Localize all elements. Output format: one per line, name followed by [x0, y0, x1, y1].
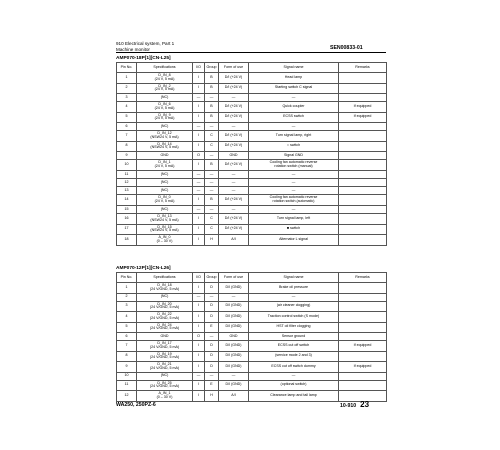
pin-no-cell: 3 — [117, 301, 137, 312]
header-subtitle: Machine monitor — [116, 46, 150, 52]
io-cell: — — [193, 179, 205, 187]
group-cell: — — [205, 171, 219, 179]
io-cell: — — [193, 293, 205, 301]
io-cell: — — [193, 94, 205, 102]
remarks-cell — [339, 187, 387, 195]
pin-no-cell: 16 — [117, 214, 137, 225]
pin-no-cell: 1 — [117, 73, 137, 84]
signal-name-cell: — — [249, 94, 339, 102]
spec-cell: D_IN_24 (24 V/GND, 5 mA) — [137, 322, 193, 333]
column-header-signal-name: Signal name — [249, 273, 339, 283]
spec-cell: D_IN_1 (24 V, 5 mA) — [137, 160, 193, 171]
group-cell: B — [205, 112, 219, 123]
remarks-cell — [339, 73, 387, 84]
table-row — [117, 235, 387, 246]
table-row — [117, 123, 387, 131]
table-row — [117, 293, 387, 301]
group-cell: C — [205, 224, 219, 235]
spec-cell: D_IN_19 (24 V/GND, 5 mA) — [137, 351, 193, 362]
group-cell: — — [205, 372, 219, 380]
spec-cell: GND — [137, 333, 193, 341]
signal-name-cell: Turn signal lamp, left — [249, 214, 339, 225]
signal-name-cell: (optional switch) — [249, 380, 339, 391]
table-row — [117, 283, 387, 294]
signal-name-cell: ECSS cut off switch — [249, 341, 339, 352]
column-header-signal-name: Signal name — [249, 63, 339, 73]
io-cell: I — [193, 112, 205, 123]
io-cell: O — [193, 152, 205, 160]
column-header-spec: Specifications — [137, 63, 193, 73]
remarks-cell — [339, 293, 387, 301]
spec-cell: (NC) — [137, 123, 193, 131]
spec-cell: D_IN_8 (24 V, 5 mA) — [137, 73, 193, 84]
remarks-cell — [339, 312, 387, 323]
form-cell: GND — [219, 333, 249, 341]
remarks-cell: If equipped — [339, 341, 387, 352]
group-cell: D — [205, 341, 219, 352]
spec-cell: (NC) — [137, 372, 193, 380]
spec-cell: A_IN_0 (0 – 30 V) — [137, 235, 193, 246]
io-cell: — — [193, 123, 205, 131]
remarks-cell — [339, 351, 387, 362]
table-row — [117, 187, 387, 195]
form-cell: — — [219, 123, 249, 131]
form-cell: — — [219, 206, 249, 214]
connector-title: AMP070-18P[1][CN-L25] — [116, 56, 171, 61]
signal-name-cell: Cooling fan automatic reverse rotation switch (automatic) — [249, 195, 339, 206]
spec-cell: (NC) — [137, 187, 193, 195]
form-cell: — — [219, 187, 249, 195]
spec-cell: (NC) — [137, 171, 193, 179]
form-cell: D/I (GND) — [219, 283, 249, 294]
document-id: SEN00833-01 — [330, 45, 363, 51]
pin-no-cell: 18 — [117, 235, 137, 246]
group-cell: — — [205, 94, 219, 102]
spec-cell: GND — [137, 152, 193, 160]
io-cell: I — [193, 141, 205, 152]
group-cell: C — [205, 214, 219, 225]
spec-cell: (NC) — [137, 94, 193, 102]
signal-name-cell: ECSS cut off switch dummy — [249, 362, 339, 373]
signal-name-cell: Traction control switch (S mode) — [249, 312, 339, 323]
io-cell: I — [193, 312, 205, 323]
io-cell: — — [193, 372, 205, 380]
signal-name-cell: Signal GND — [249, 152, 339, 160]
pin-no-cell: 9 — [117, 362, 137, 373]
column-header-form: Form of use — [219, 63, 249, 73]
column-header-form: Form of use — [219, 273, 249, 283]
remarks-cell — [339, 141, 387, 152]
form-cell: A/I — [219, 235, 249, 246]
io-cell: I — [193, 83, 205, 94]
signal-name-cell: Turn signal lamp, right — [249, 131, 339, 142]
pin-table — [116, 272, 387, 402]
spec-cell: D_IN_15 (NSW24 V, 5 mA) — [137, 224, 193, 235]
table-row — [117, 73, 387, 84]
form-cell: D/I (GND) — [219, 322, 249, 333]
pin-no-cell: 5 — [117, 322, 137, 333]
table-row — [117, 179, 387, 187]
form-cell: D/I (GND) — [219, 301, 249, 312]
pin-no-cell: 11 — [117, 171, 137, 179]
column-header-pin-no: Pin No. — [117, 63, 137, 73]
pin-no-cell: 4 — [117, 102, 137, 113]
group-cell: — — [205, 206, 219, 214]
form-cell: D/I (+24 V) — [219, 102, 249, 113]
form-cell: — — [219, 372, 249, 380]
column-header-remarks: Remarks — [339, 273, 387, 283]
table-row — [117, 141, 387, 152]
group-cell: — — [205, 152, 219, 160]
signal-name-cell: ○ switch — [249, 141, 339, 152]
page-number: 23 — [360, 400, 370, 409]
io-cell: I — [193, 380, 205, 391]
spec-cell: (NC) — [137, 206, 193, 214]
group-cell: D — [205, 301, 219, 312]
signal-name-cell: — — [249, 372, 339, 380]
spec-cell: D_IN_13 (NSW24 V, 5 mA) — [137, 214, 193, 225]
table-row — [117, 372, 387, 380]
pin-no-cell: 1 — [117, 283, 137, 294]
table-row — [117, 94, 387, 102]
group-cell: B — [205, 83, 219, 94]
header-section-title: 910 Electrical system, Part 1 — [116, 41, 175, 46]
table-row — [117, 160, 387, 171]
io-cell: I — [193, 73, 205, 84]
table-row — [117, 171, 387, 179]
table-row — [117, 380, 387, 391]
remarks-cell — [339, 224, 387, 235]
group-cell: — — [205, 333, 219, 341]
table-header-row — [117, 273, 387, 283]
pin-no-cell: 4 — [117, 312, 137, 323]
io-cell: — — [193, 187, 205, 195]
pin-no-cell: 13 — [117, 187, 137, 195]
io-cell: — — [193, 206, 205, 214]
table-row — [117, 102, 387, 113]
form-cell: D/I (GND) — [219, 312, 249, 323]
pin-no-cell: 12 — [117, 391, 137, 402]
table-row — [117, 112, 387, 123]
remarks-cell — [339, 372, 387, 380]
form-cell: D/I (GND) — [219, 341, 249, 352]
group-cell: C — [205, 141, 219, 152]
io-cell: I — [193, 322, 205, 333]
connector-title: AMP070-12P[1][CN-L26] — [116, 266, 171, 271]
io-cell: I — [193, 160, 205, 171]
form-cell: D/I (+24 V) — [219, 141, 249, 152]
group-cell: D — [205, 351, 219, 362]
form-cell: D/I (+24 V) — [219, 112, 249, 123]
group-cell: B — [205, 73, 219, 84]
io-cell: I — [193, 214, 205, 225]
pin-table — [116, 62, 387, 246]
remarks-cell — [339, 94, 387, 102]
signal-name-cell: Sensor ground — [249, 333, 339, 341]
form-cell: D/I (+24 V) — [219, 214, 249, 225]
form-cell: — — [219, 179, 249, 187]
spec-cell: D_IN_22 (24 V/GND, 5 mA) — [137, 312, 193, 323]
spec-cell: (NC) — [137, 293, 193, 301]
signal-name-cell: Brake oil pressure — [249, 283, 339, 294]
signal-name-cell: — — [249, 179, 339, 187]
form-cell: GND — [219, 152, 249, 160]
signal-name-cell: Clearance lamp and tail lamp — [249, 391, 339, 402]
table-header-row — [117, 63, 387, 73]
signal-name-cell: — — [249, 123, 339, 131]
io-cell: I — [193, 351, 205, 362]
io-cell: I — [193, 362, 205, 373]
signal-name-cell: Quick coupler — [249, 102, 339, 113]
form-cell: D/I (+24 V) — [219, 224, 249, 235]
table-row — [117, 214, 387, 225]
pin-no-cell: 17 — [117, 224, 137, 235]
spec-cell: D_IN_18 (24 V/GND, 5 mA) — [137, 283, 193, 294]
group-cell: — — [205, 187, 219, 195]
remarks-cell — [339, 235, 387, 246]
io-cell: I — [193, 301, 205, 312]
io-cell: I — [193, 391, 205, 402]
table-row — [117, 152, 387, 160]
pin-no-cell: 11 — [117, 380, 137, 391]
pin-no-cell: 2 — [117, 293, 137, 301]
pin-no-cell: 3 — [117, 94, 137, 102]
table-row — [117, 312, 387, 323]
io-cell: I — [193, 224, 205, 235]
group-cell: H — [205, 235, 219, 246]
form-cell: D/I (GND) — [219, 362, 249, 373]
remarks-cell — [339, 214, 387, 225]
form-cell: D/I (+24 V) — [219, 73, 249, 84]
table-row — [117, 224, 387, 235]
form-cell: D/I (+24 V) — [219, 131, 249, 142]
table-row — [117, 341, 387, 352]
column-header-group: Group — [205, 273, 219, 283]
signal-name-cell: Head lamp — [249, 73, 339, 84]
table-row — [117, 131, 387, 142]
form-cell: D/I (+24 V) — [219, 160, 249, 171]
pin-no-cell: 9 — [117, 152, 137, 160]
table-row — [117, 351, 387, 362]
table-row — [117, 301, 387, 312]
form-cell: — — [219, 293, 249, 301]
pin-no-cell: 8 — [117, 141, 137, 152]
group-cell: D — [205, 362, 219, 373]
signal-name-cell: Alternator L signal — [249, 235, 339, 246]
remarks-cell — [339, 322, 387, 333]
pin-no-cell: 5 — [117, 112, 137, 123]
model-name: WA250, 250PZ-6 — [116, 402, 156, 408]
io-cell: I — [193, 341, 205, 352]
table-row — [117, 206, 387, 214]
header-divider — [116, 52, 386, 53]
spec-cell: D_IN_9 (24 V, 5 mA) — [137, 112, 193, 123]
pin-no-cell: 8 — [117, 351, 137, 362]
column-header-pin-no: Pin No. — [117, 273, 137, 283]
form-cell: — — [219, 94, 249, 102]
signal-name-cell: — — [249, 187, 339, 195]
signal-name-cell: Cooling fan automatic reverse rotation switch (manual) — [249, 160, 339, 171]
group-cell: — — [205, 123, 219, 131]
signal-name-cell: HST oil filter clogging — [249, 322, 339, 333]
group-cell: B — [205, 102, 219, 113]
table-row — [117, 333, 387, 341]
column-header-io: I/O — [193, 273, 205, 283]
io-cell: I — [193, 195, 205, 206]
pin-no-cell: 10 — [117, 160, 137, 171]
remarks-cell: If equipped — [339, 112, 387, 123]
column-header-spec: Specifications — [137, 273, 193, 283]
table-row — [117, 322, 387, 333]
remarks-cell — [339, 179, 387, 187]
signal-name-cell: — — [249, 293, 339, 301]
table-row — [117, 362, 387, 373]
document-header — [116, 41, 174, 52]
signal-name-cell: (service mode 2 and 3) — [249, 351, 339, 362]
remarks-cell — [339, 160, 387, 171]
pin-no-cell: 2 — [117, 83, 137, 94]
io-cell: I — [193, 131, 205, 142]
remarks-cell: If equipped — [339, 102, 387, 113]
group-cell: — — [205, 293, 219, 301]
signal-name-cell: — — [249, 171, 339, 179]
signal-name-cell: — — [249, 206, 339, 214]
io-cell: — — [193, 171, 205, 179]
signal-name-cell: ECSS switch — [249, 112, 339, 123]
io-cell: I — [193, 283, 205, 294]
remarks-cell — [339, 333, 387, 341]
io-cell: I — [193, 235, 205, 246]
group-cell: B — [205, 160, 219, 171]
spec-cell: D_IN_6 (24 V, 5 mA) — [137, 102, 193, 113]
spec-cell: D_IN_0 (24 V, 5 mA) — [137, 195, 193, 206]
table-row — [117, 83, 387, 94]
spec-cell: D_IN_12 (NSW24 V, 5 mA) — [137, 131, 193, 142]
remarks-cell — [339, 195, 387, 206]
remarks-cell — [339, 301, 387, 312]
column-header-group: Group — [205, 63, 219, 73]
spec-cell: D_IN_25 (24 V/GND, 5 mA) — [137, 380, 193, 391]
page-footer — [340, 400, 369, 409]
spec-cell: D_IN_2 (24 V, 5 mA) — [137, 83, 193, 94]
spec-cell: D_IN_14 (NSW24 V, 5 mA) — [137, 141, 193, 152]
remarks-cell: If equipped — [339, 362, 387, 373]
signal-name-cell: ■ switch — [249, 224, 339, 235]
spec-cell: D_IN_17 (24 V/GND, 5 mA) — [137, 341, 193, 352]
form-cell: — — [219, 171, 249, 179]
form-cell: D/I (+24 V) — [219, 195, 249, 206]
spec-cell: D_IN_21 (24 V/GND, 5 mA) — [137, 362, 193, 373]
pin-no-cell: 10 — [117, 372, 137, 380]
signal-name-cell: Starting switch C signal — [249, 83, 339, 94]
group-cell: B — [205, 195, 219, 206]
form-cell: D/I (GND) — [219, 380, 249, 391]
form-cell: A/I — [219, 391, 249, 402]
remarks-cell — [339, 380, 387, 391]
group-cell: C — [205, 131, 219, 142]
io-cell: O — [193, 333, 205, 341]
spec-cell: D_IN_20 (24 V/GND, 5 mA) — [137, 301, 193, 312]
pin-no-cell: 7 — [117, 131, 137, 142]
pin-no-cell: 12 — [117, 179, 137, 187]
form-cell: D/I (+24 V) — [219, 83, 249, 94]
pin-no-cell: 6 — [117, 123, 137, 131]
remarks-cell — [339, 131, 387, 142]
group-cell: D — [205, 312, 219, 323]
pin-no-cell: 6 — [117, 333, 137, 341]
signal-name-cell: (air cleaner clogging) — [249, 301, 339, 312]
io-cell: I — [193, 102, 205, 113]
section-number: 10-910 — [340, 403, 357, 409]
group-cell: — — [205, 179, 219, 187]
table-row — [117, 195, 387, 206]
column-header-remarks: Remarks — [339, 63, 387, 73]
group-cell: E — [205, 322, 219, 333]
spec-cell: (NC) — [137, 179, 193, 187]
group-cell: E — [205, 380, 219, 391]
pin-no-cell: 14 — [117, 195, 137, 206]
remarks-cell — [339, 283, 387, 294]
remarks-cell — [339, 171, 387, 179]
group-cell: H — [205, 391, 219, 402]
remarks-cell — [339, 123, 387, 131]
column-header-io: I/O — [193, 63, 205, 73]
form-cell: D/I (GND) — [219, 351, 249, 362]
spec-cell: A_IN_1 (0 – 30 V) — [137, 391, 193, 402]
remarks-cell — [339, 152, 387, 160]
remarks-cell — [339, 83, 387, 94]
pin-no-cell: 15 — [117, 206, 137, 214]
group-cell: D — [205, 283, 219, 294]
remarks-cell — [339, 206, 387, 214]
pin-no-cell: 7 — [117, 341, 137, 352]
